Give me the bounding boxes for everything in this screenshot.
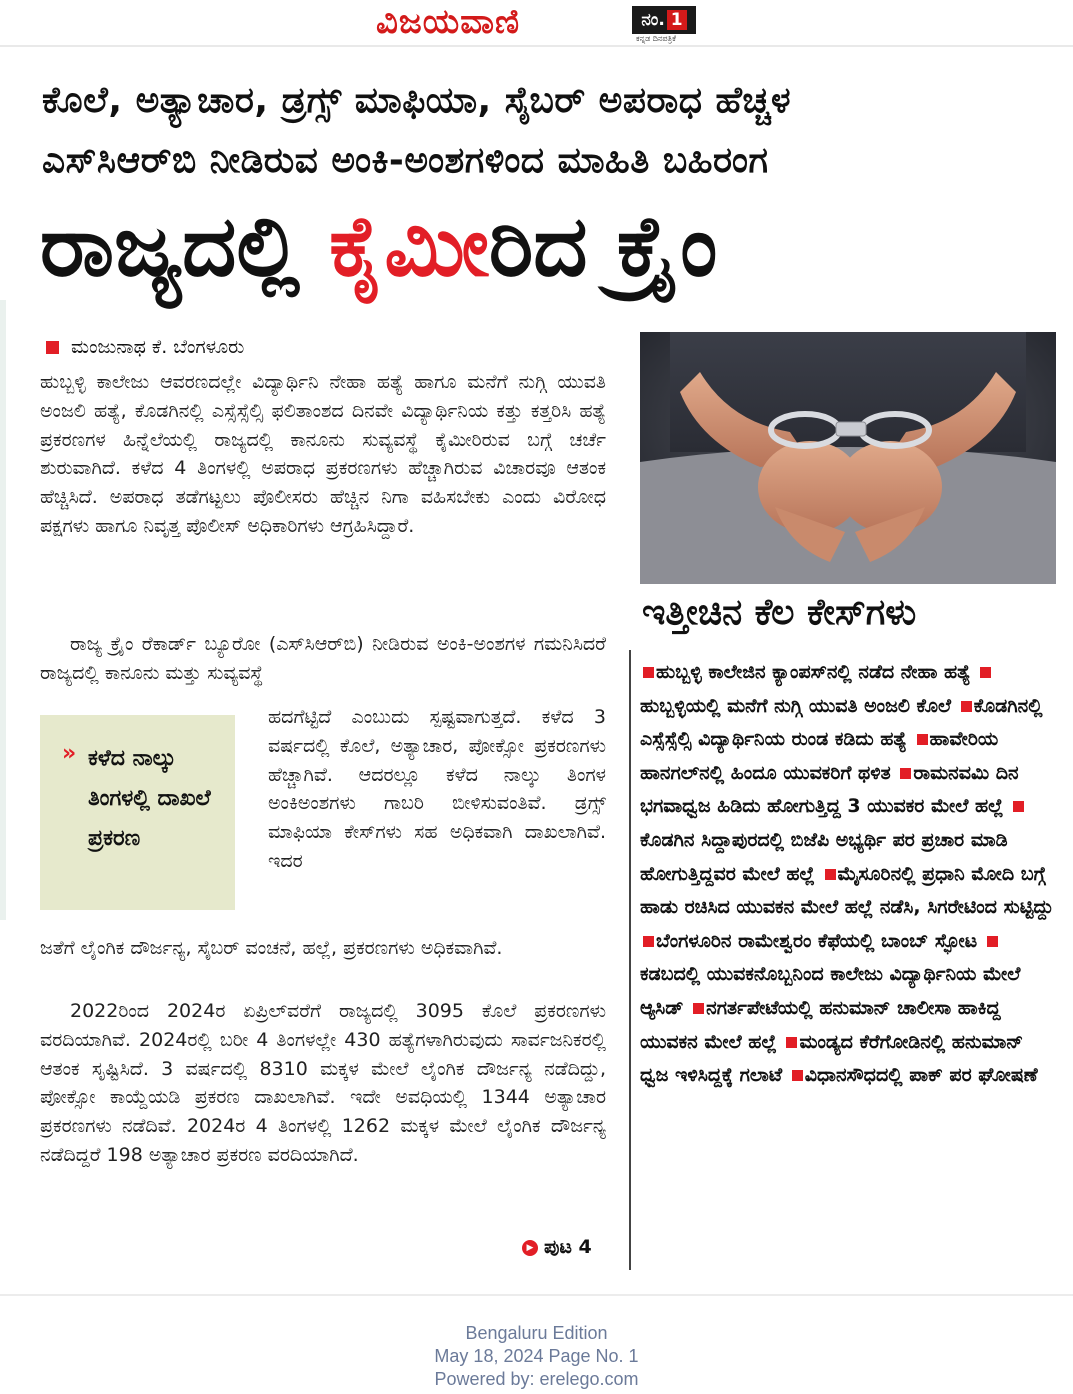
red-square-bullet-icon bbox=[917, 734, 928, 745]
headline-part-2: ರಿದ ಕ್ರೈಂ bbox=[488, 197, 718, 295]
chevron-right-icon: » bbox=[62, 741, 77, 766]
edition-label: Bengaluru Edition bbox=[465, 1323, 608, 1343]
case-item: ವಿಧಾನಸೌಧದಲ್ಲಿ ಪಾಕ್ ಪರ ಘೋಷಣೆ bbox=[804, 1064, 1038, 1087]
continued-page-label: ಪುಟ 4 bbox=[544, 1236, 592, 1258]
kicker-line-1: ಕೊಲೆ, ಅತ್ಯಾಚಾರ, ಡ್ರಗ್ಸ್ ಮಾಫಿಯಾ, ಸೈಬರ್ ಅಪರಾಧ ಹೆಚ್ಚಳ bbox=[42, 80, 792, 121]
number-one-badge bbox=[632, 6, 696, 34]
case-item: ಹುಬ್ಬಳ್ಳಿ ಕಾಲೇಜಿನ ಕ್ಯಾಂಪಸ್‌ನಲ್ಲಿ ನಡೆದ ನೇಹಾ ಹತ್ಯೆ bbox=[656, 661, 971, 683]
red-square-bullet-icon bbox=[900, 768, 911, 779]
article-paragraph-2: ರಾಜ್ಯ ಕ್ರೈಂ ರೆಕಾರ್ಡ್ ಬ್ಯೂರೋ (ಎಸ್‌ಸಿಆರ್‌ಬಿ) ನೀಡಿರುವ ಅಂಕಿ-ಅಂಶಗಳ ಗಮನಿಸಿದರೆ ರಾಜ್ಯದಲ್ಲಿ ಕಾನೂನು ಮತ್ತು ಸುವ್ಯವಸ್ಥೆ bbox=[40, 633, 606, 684]
byline bbox=[46, 336, 244, 358]
date-page-label: May 18, 2024 Page No. 1 bbox=[434, 1346, 639, 1366]
red-square-bullet-icon bbox=[792, 1070, 803, 1081]
main-headline bbox=[40, 196, 718, 296]
badge-number: 1 bbox=[667, 10, 687, 30]
masthead-tagline: ಕನ್ನಡ ದಿನಪತ್ರಿಕೆ bbox=[636, 34, 677, 43]
pull-quote-box bbox=[40, 715, 235, 910]
masthead-divider bbox=[0, 45, 1073, 47]
red-square-bullet-icon bbox=[987, 936, 998, 947]
masthead bbox=[0, 0, 1073, 46]
case-item: ಕೊಡಗಿನ ಸಿದ್ದಾಪುರದಲ್ಲಿ ಬಿಜೆಪಿ ಅಭ್ಯರ್ಥಿ ಪರ ಪ್ರಚಾರ ಮಾಡಿ ಹೋಗುತ್ತಿದ್ದವರ ಮೇಲೆ ಹಲ್ಲೆ bbox=[640, 828, 1008, 885]
case-item: ರಾಮನವಮಿ ದಿನ ಭಗವಾಧ್ವಜ ಹಿಡಿದು ಹೋಗುತ್ತಿದ್ದ 3 ಯುವಕರ ಮೇಲೆ ಹಲ್ಲೆ bbox=[640, 761, 1019, 818]
newspaper-logo: ವಿಜಯವಾಣಿ bbox=[376, 2, 521, 42]
column-divider bbox=[629, 650, 631, 1270]
article-paragraph-1: ಹುಬ್ಬಳ್ಳಿ ಕಾಲೇಜು ಆವರಣದಲ್ಲೇ ವಿದ್ಯಾರ್ಥಿನಿ ನೇಹಾ ಹತ್ಯೆ ಹಾಗೂ ಮನೆಗೆ ನುಗ್ಗಿ ಯುವತಿ ಅಂಜಲಿ ಹತ್ಯೆ, ಕೊಡಗಿನಲ್ಲಿ ಎಸ್ಸೆಸ್ಸೆಲ್ಸಿ ಫಲಿತಾಂಶದ ದಿನವೇ ವಿದ್ಯಾರ್ಥಿನಿಯ ಕತ್ತು ಕತ್ತರಿಸಿ ಹತ್ಯೆ ಪ್ರಕರಣಗಳ ಹಿನ್ನೆಲೆಯಲ್ಲಿ ರಾಜ್ಯದಲ್ಲಿ ಕಾನೂನು ಸುವ್ಯವಸ್ಥೆ ಕೈಮೀರಿರುವ ಬಗ್ಗೆ ಚರ್ಚೆ ಶುರುವಾಗಿದೆ. ಕಳೆದ 4 ತಿಂಗಳಲ್ಲಿ ಅಪರಾಧ ಪ್ರಕರಣಗಳು ಹೆಚ್ಚಾಗಿರುವ ವಿಚಾರವೂ ಆತಂಕ ಹೆಚ್ಚಿಸಿದೆ. ಅಪರಾಧ ತಡೆಗಟ್ಟಲು ಪೊಲೀಸರು ಹೆಚ್ಚಿನ ನಿಗಾ ವಹಿಸಬೇಕು ಎಂದು ವಿರೋಧ ಪಕ್ಷಗಳು ಹಾಗೂ ನಿವೃತ್ತ ಪೊಲೀಸ್ ಅಧಿಕಾರಿಗಳು ಆಗ್ರಹಿಸಿದ್ದಾರೆ. bbox=[40, 371, 606, 537]
continued-page-link[interactable] bbox=[522, 1236, 592, 1258]
case-item: ಕಡಬದಲ್ಲಿ ಯುವಕನೊಬ್ಬನಿಂದ ಕಾಲೇಜು ವಿದ್ಯಾರ್ಥಿನಿಯ ಮೇಲೆ ಆ್ಯಸಿಡ್ bbox=[640, 963, 1021, 1019]
footer-divider bbox=[0, 1294, 1073, 1296]
red-square-bullet-icon bbox=[825, 869, 836, 880]
article-paragraph-2-end: ಜತೆಗೆ ಲೈಂಗಿಕ ದೌರ್ಜನ್ಯ, ಸೈಬರ್ ವಂಚನೆ, ಹಲ್ಲೆ, ಪ್ರಕರಣಗಳು ಅಧಿಕವಾಗಿವೆ. bbox=[40, 937, 503, 959]
case-item: ಮಂಡ್ಯದ ಕೆರೆಗೋಡಿನಲ್ಲಿ ಹನುಮಾನ್ ಧ್ವಜ ಇಳಿಸಿದ್ದಕ್ಕೆ ಗಲಾಟೆ bbox=[640, 1030, 1024, 1087]
powered-by-link[interactable]: Powered by: erelego.com bbox=[434, 1369, 639, 1389]
pull-quote-text: ಕಳೆದ ನಾಲ್ಕು ತಿಂಗಳಲ್ಲಿ ದಾಖಲೆ ಪ್ರಕರಣ bbox=[88, 746, 211, 851]
play-arrow-icon: ▶ bbox=[522, 1240, 538, 1256]
case-item: ಮೈಸೂರಿನಲ್ಲಿ ಪ್ರಧಾನಿ ಮೋದಿ ಬಗ್ಗೆ ಹಾಡು ರಚಿಸಿದ ಯುವಕನ ಮೇಲೆ ಹಲ್ಲೆ ನಡೆಸಿ, ಸಿಗರೇಟಿಂದ ಸುಟ್ಟಿದ್ದು bbox=[640, 862, 1054, 919]
article-paragraph-2-continued: ಹದಗೆಟ್ಟಿದೆ ಎಂಬುದು ಸ್ಪಷ್ಟವಾಗುತ್ತದೆ. ಕಳೆದ 3 ವರ್ಷದಲ್ಲಿ ಕೊಲೆ, ಅತ್ಯಾಚಾರ, ಪೋಕ್ಸೋ ಪ್ರಕರಣಗಳು ಹೆಚ್ಚಾಗಿವೆ. ಆದರಲ್ಲೂ ಕಳೆದ ನಾಲ್ಕು ತಿಂಗಳ ಅಂಕಿಅಂಶಗಳು ಗಾಬರಿ ಬೀಳಿಸುವಂತಿವೆ. ಡ್ರಗ್ಸ್ ಮಾಫಿಯಾ ಕೇಸ್‌ಗಳು ಸಹ ಅಧಿಕವಾಗಿ ದಾಖಲಾಗಿವೆ. ಇದರ bbox=[268, 706, 606, 872]
recent-cases-list bbox=[640, 656, 1056, 1093]
headline-accent: ಕೈಮೀ bbox=[329, 197, 489, 295]
red-square-bullet-icon bbox=[643, 667, 654, 678]
case-item: ಹಾವೇರಿಯ ಹಾನಗಲ್‌ನಲ್ಲಿ ಹಿಂದೂ ಯುವಕರಿಗೆ ಥಳಿತ bbox=[640, 728, 999, 784]
red-square-bullet-icon bbox=[786, 1037, 797, 1048]
red-square-bullet-icon bbox=[1013, 801, 1024, 812]
red-square-bullet-icon bbox=[980, 667, 991, 678]
page-edge-strip bbox=[0, 300, 6, 920]
badge-prefix: ನಂ. bbox=[641, 10, 665, 30]
case-item: ಹುಬ್ಬಳ್ಳಿಯಲ್ಲಿ ಮನೆಗೆ ನುಗ್ಗಿ ಯುವತಿ ಅಂಜಲಿ ಕೊಲೆ bbox=[640, 694, 952, 717]
headline-part-1: ರಾಜ್ಯದಲ್ಲಿ bbox=[40, 197, 330, 295]
footer bbox=[0, 1322, 1073, 1391]
byline-text: ಮಂಜುನಾಥ ಕೆ. ಬೆಂಗಳೂರು bbox=[71, 336, 245, 358]
kicker-line-2: ಎಸ್‌ಸಿಆರ್‌ಬಿ ನೀಡಿರುವ ಅಂಕಿ-ಅಂಶಗಳಿಂದ ಮಾಹಿತಿ ಬಹಿರಂಗ bbox=[42, 140, 769, 181]
red-square-bullet-icon bbox=[961, 701, 972, 712]
handcuffs-illustration bbox=[640, 332, 1056, 584]
handcuffs-photo bbox=[640, 332, 1056, 584]
red-square-bullet-icon bbox=[643, 936, 654, 947]
article-paragraph-3: 2022ರಿಂದ 2024ರ ಏಪ್ರಿಲ್‌ವರೆಗೆ ರಾಜ್ಯದಲ್ಲಿ 3095 ಕೊಲೆ ಪ್ರಕರಣಗಳು ವರದಿಯಾಗಿವೆ. 2024ರಲ್ಲಿ ಬರೀ 4 ತಿಂಗಳಲ್ಲೇ 430 ಹತ್ಯೆಗಳಾಗಿರುವುದು ಸಾರ್ವಜನಿಕರಲ್ಲಿ ಆತಂಕ ಸೃಷ್ಟಿಸಿದೆ. 3 ವರ್ಷದಲ್ಲಿ 8310 ಮಕ್ಕಳ ಮೇಲೆ ಲೈಂಗಿಕ ದೌರ್ಜನ್ಯ ನಡೆದಿದ್ದು, ಪೋಕ್ಸೋ ಕಾಯ್ದೆಯಡಿ ಪ್ರಕರಣ ದಾಖಲಾಗಿವೆ. ಇದೇ ಅವಧಿಯಲ್ಲಿ 1344 ಅತ್ಯಾಚಾರ ಪ್ರಕರಣಗಳು ನಡೆದಿವೆ. 2024ರ 4 ತಿಂಗಳಲ್ಲಿ 1262 ಮಕ್ಕಳ ಮೇಲೆ ಲೈಂಗಿಕ ದೌರ್ಜನ್ಯ ನಡೆದಿದ್ದರೆ 198 ಅತ್ಯಾಚಾರ ಪ್ರಕರಣ ವರದಿಯಾಗಿದೆ. bbox=[40, 1000, 606, 1166]
byline-square-icon bbox=[46, 341, 59, 354]
case-item: ಬೆಂಗಳೂರಿನ ರಾಮೇಶ್ವರಂ ಕೆಫೆಯಲ್ಲಿ ಬಾಂಬ್ ಸ್ಫೋಟ bbox=[656, 929, 978, 952]
case-item: ಕೊಡಗಿನಲ್ಲಿ ಎಸ್ಸೆಸ್ಸೆಲ್ಸಿ ವಿದ್ಯಾರ್ಥಿನಿಯ ರುಂಡ ಕಡಿದು ಹತ್ಯೆ bbox=[640, 694, 1043, 751]
recent-cases-heading: ಇತ್ತೀಚಿನ ಕೆಲ ಕೇಸ್‌ಗಳು bbox=[642, 592, 917, 633]
red-square-bullet-icon bbox=[693, 1003, 704, 1014]
case-item: ನಗರ್ತಪೇಟೆಯಲ್ಲಿ ಹನುಮಾನ್ ಚಾಲೀಸಾ ಹಾಕಿದ್ದ ಯುವಕನ ಮೇಲೆ ಹಲ್ಲೆ bbox=[640, 996, 1001, 1053]
